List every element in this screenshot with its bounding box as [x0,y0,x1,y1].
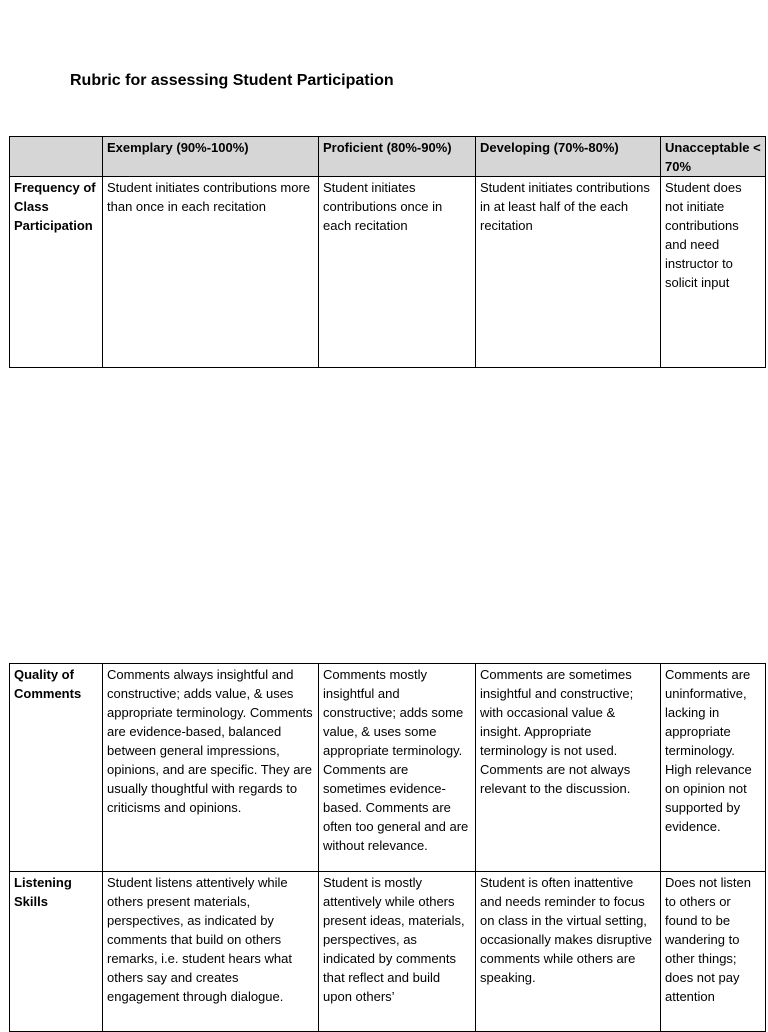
cell-unacceptable: Student does not initiate contributions and need instructor to solicit input [661,177,766,368]
cell-developing: Comments are sometimes insightful and constructive; with occasional value & insight. Appropriate terminology is not used. Comments are not always relevant to the discussion. [476,664,661,872]
table-row [10,872,766,1032]
cell-exemplary: Student listens attentively while others present materials, perspectives, as indicated by comments that build on others remarks, i.e. student hears what others say and creates engagement through dialogue. [103,872,319,1032]
criterion-listening: Listening Skills [10,872,103,1032]
header-row [10,137,766,177]
cell-developing: Student initiates contributions in at least half of the each recitation [476,177,661,368]
header-criterion [10,137,103,177]
table-row [10,177,766,368]
cell-unacceptable: Comments are uninformative, lacking in appropriate terminology. High relevance on opinion not supported by evidence. [661,664,766,872]
cell-developing: Student is often inattentive and needs reminder to focus on class in the virtual setting, occasionally makes disruptive comments while others are speaking. [476,872,661,1032]
criterion-frequency: Frequency of Class Participation [10,177,103,368]
document-title: Rubric for assessing Student Participation [70,72,394,89]
cell-exemplary: Student initiates contributions more than once in each recitation [103,177,319,368]
header-unacceptable: Unacceptable < 70% [661,137,766,177]
header-exemplary: Exemplary (90%-100%) [103,137,319,177]
cell-unacceptable: Does not listen to others or found to be wandering to other things; does not pay attention [661,872,766,1032]
cell-proficient: Comments mostly insightful and constructive; adds some value, & uses some appropriate terminology. Comments are sometimes evidence-based. Comments are often too general and are without relevance. [319,664,476,872]
header-developing: Developing (70%-80%) [476,137,661,177]
table-row [10,664,766,872]
cell-proficient: Student initiates contributions once in each recitation [319,177,476,368]
rubric-table-part-2 [9,663,766,1032]
rubric-table-part-1 [9,136,766,368]
criterion-quality: Quality of Comments [10,664,103,872]
header-proficient: Proficient (80%-90%) [319,137,476,177]
cell-exemplary: Comments always insightful and constructive; adds value, & uses appropriate terminology. Comments are evidence-based, balanced between general impressions, opinions, and are specific. They are usually thoughtful with regards to criticisms and opinions. [103,664,319,872]
cell-proficient: Student is mostly attentively while others present ideas, materials, perspectives, as indicated by comments that reflect and build upon others’ [319,872,476,1032]
